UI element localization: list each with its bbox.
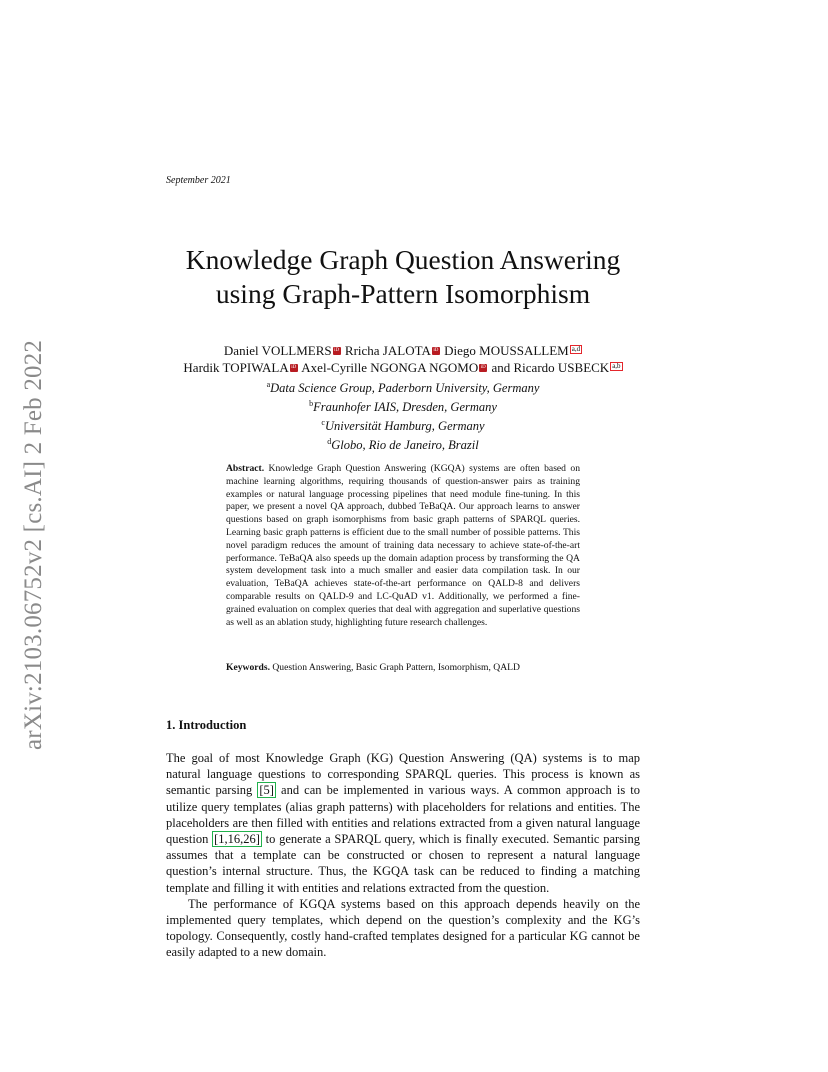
affiliation: $^d$Globo, Rio de Janeiro, Brazil — [327, 437, 479, 453]
author: Rricha JALOTA — [344, 343, 431, 358]
author: and Ricardo USBECK — [491, 360, 610, 375]
orcid-icon[interactable]: iD — [480, 365, 486, 370]
affiliation-ref[interactable]: a,b — [612, 362, 621, 370]
affiliation: $^c$Universität Hamburg, Germany — [321, 418, 485, 434]
arxiv-stamp: arXiv:2103.06752v2 [cs.AI] 2 Feb 2022 — [20, 339, 47, 750]
affiliation-ref[interactable]: a,d — [571, 345, 581, 353]
citation-link[interactable]: [1,16,26] — [214, 832, 260, 847]
citation-link[interactable]: [5] — [259, 783, 274, 798]
orcid-icon[interactable]: iD — [291, 365, 297, 370]
author-list — [130, 342, 676, 376]
affiliations — [166, 377, 640, 454]
keywords — [226, 662, 580, 675]
affiliation: $^b$Fraunhofer IAIS, Dresden, Germany — [309, 399, 497, 415]
paper-title: Knowledge Graph Question Answering using Graph-Pattern Isomorphism — [185, 244, 621, 309]
affiliation: $^a$Data Science Group, Paderborn University, Germany — [266, 380, 540, 396]
keywords-label: Keywords. — [226, 662, 270, 673]
section-heading: 1. Introduction — [166, 718, 247, 732]
abstract-label: Abstract. — [226, 463, 265, 474]
orcid-icon[interactable]: iD — [433, 348, 439, 353]
body-text — [166, 750, 640, 961]
keywords-text: Question Answering, Basic Graph Pattern, Isomorphism, QALD — [272, 662, 520, 673]
paragraph: The goal of most Knowledge Graph (KG) Question Answering (QA) systems is to map natural language questions to corresponding SPARQL queries. This process is known as semantic parsing [5] and can be implemented in various ways. A common approach is to utilize query templates (alias graph patterns) with placeholders for relations and entities. The placeholders are then filled with entities and relations extracted from a given natural language question [1,16,26] to generate a SPARQL query, which is finally executed. Semantic parsing assumes that a template can be constructed or chosen to represent a natural language question’s internal structure. Thus, the KGQA task can be reduced to finding a matching template and filling it with entities and relations extracted from the question. — [166, 751, 641, 895]
paragraph: The performance of KGQA systems based on this approach depends heavily on the implemented query templates, which depend on the question’s complexity and the KG’s topology. Consequently, costly hand-crafted templates designed for a particular KG cannot be easily adapted to a new domain. — [166, 896, 640, 960]
author: Daniel VOLLMERS — [223, 343, 332, 358]
author: Axel-Cyrille NGONGA NGOMO — [301, 360, 479, 375]
abstract-text: Knowledge Graph Question Answering (KGQA) systems are often based on machine learning algorithms, requiring thousands of question-answer pairs as training examples or natural language processing pipelines that need module fine-tuning. In this paper, we present a novel QA approach, dubbed TeBaQA. Our approach learns to answer questions based on graph isomorphisms from basic graph patterns of SPARQL queries. Learning basic graph patterns is efficient due to the small number of possible patterns. This novel paradigm reduces the amount of training data necessary to achieve state-of-the-art performance. TeBaQA also speeds up the domain adaption process by transforming the QA system development task into a much smaller and easier data compilation task. In our evaluation, TeBaQA achieves state-of-the-art performance on QALD-8 and delivers comparable results on QALD-9 and LC-QuAD v1. Additionally, we performed a fine-grained evaluation on complex queries that deal with aggregation and superlative questions as well as an ablation study, highlighting future research challenges. — [226, 463, 580, 628]
abstract — [226, 463, 580, 629]
orcid-icon[interactable]: iD — [334, 348, 340, 353]
author: Diego MOUSSALLEM — [444, 343, 569, 358]
author: Hardik TOPIWALA — [183, 360, 289, 375]
date: September 2021 — [166, 175, 231, 186]
